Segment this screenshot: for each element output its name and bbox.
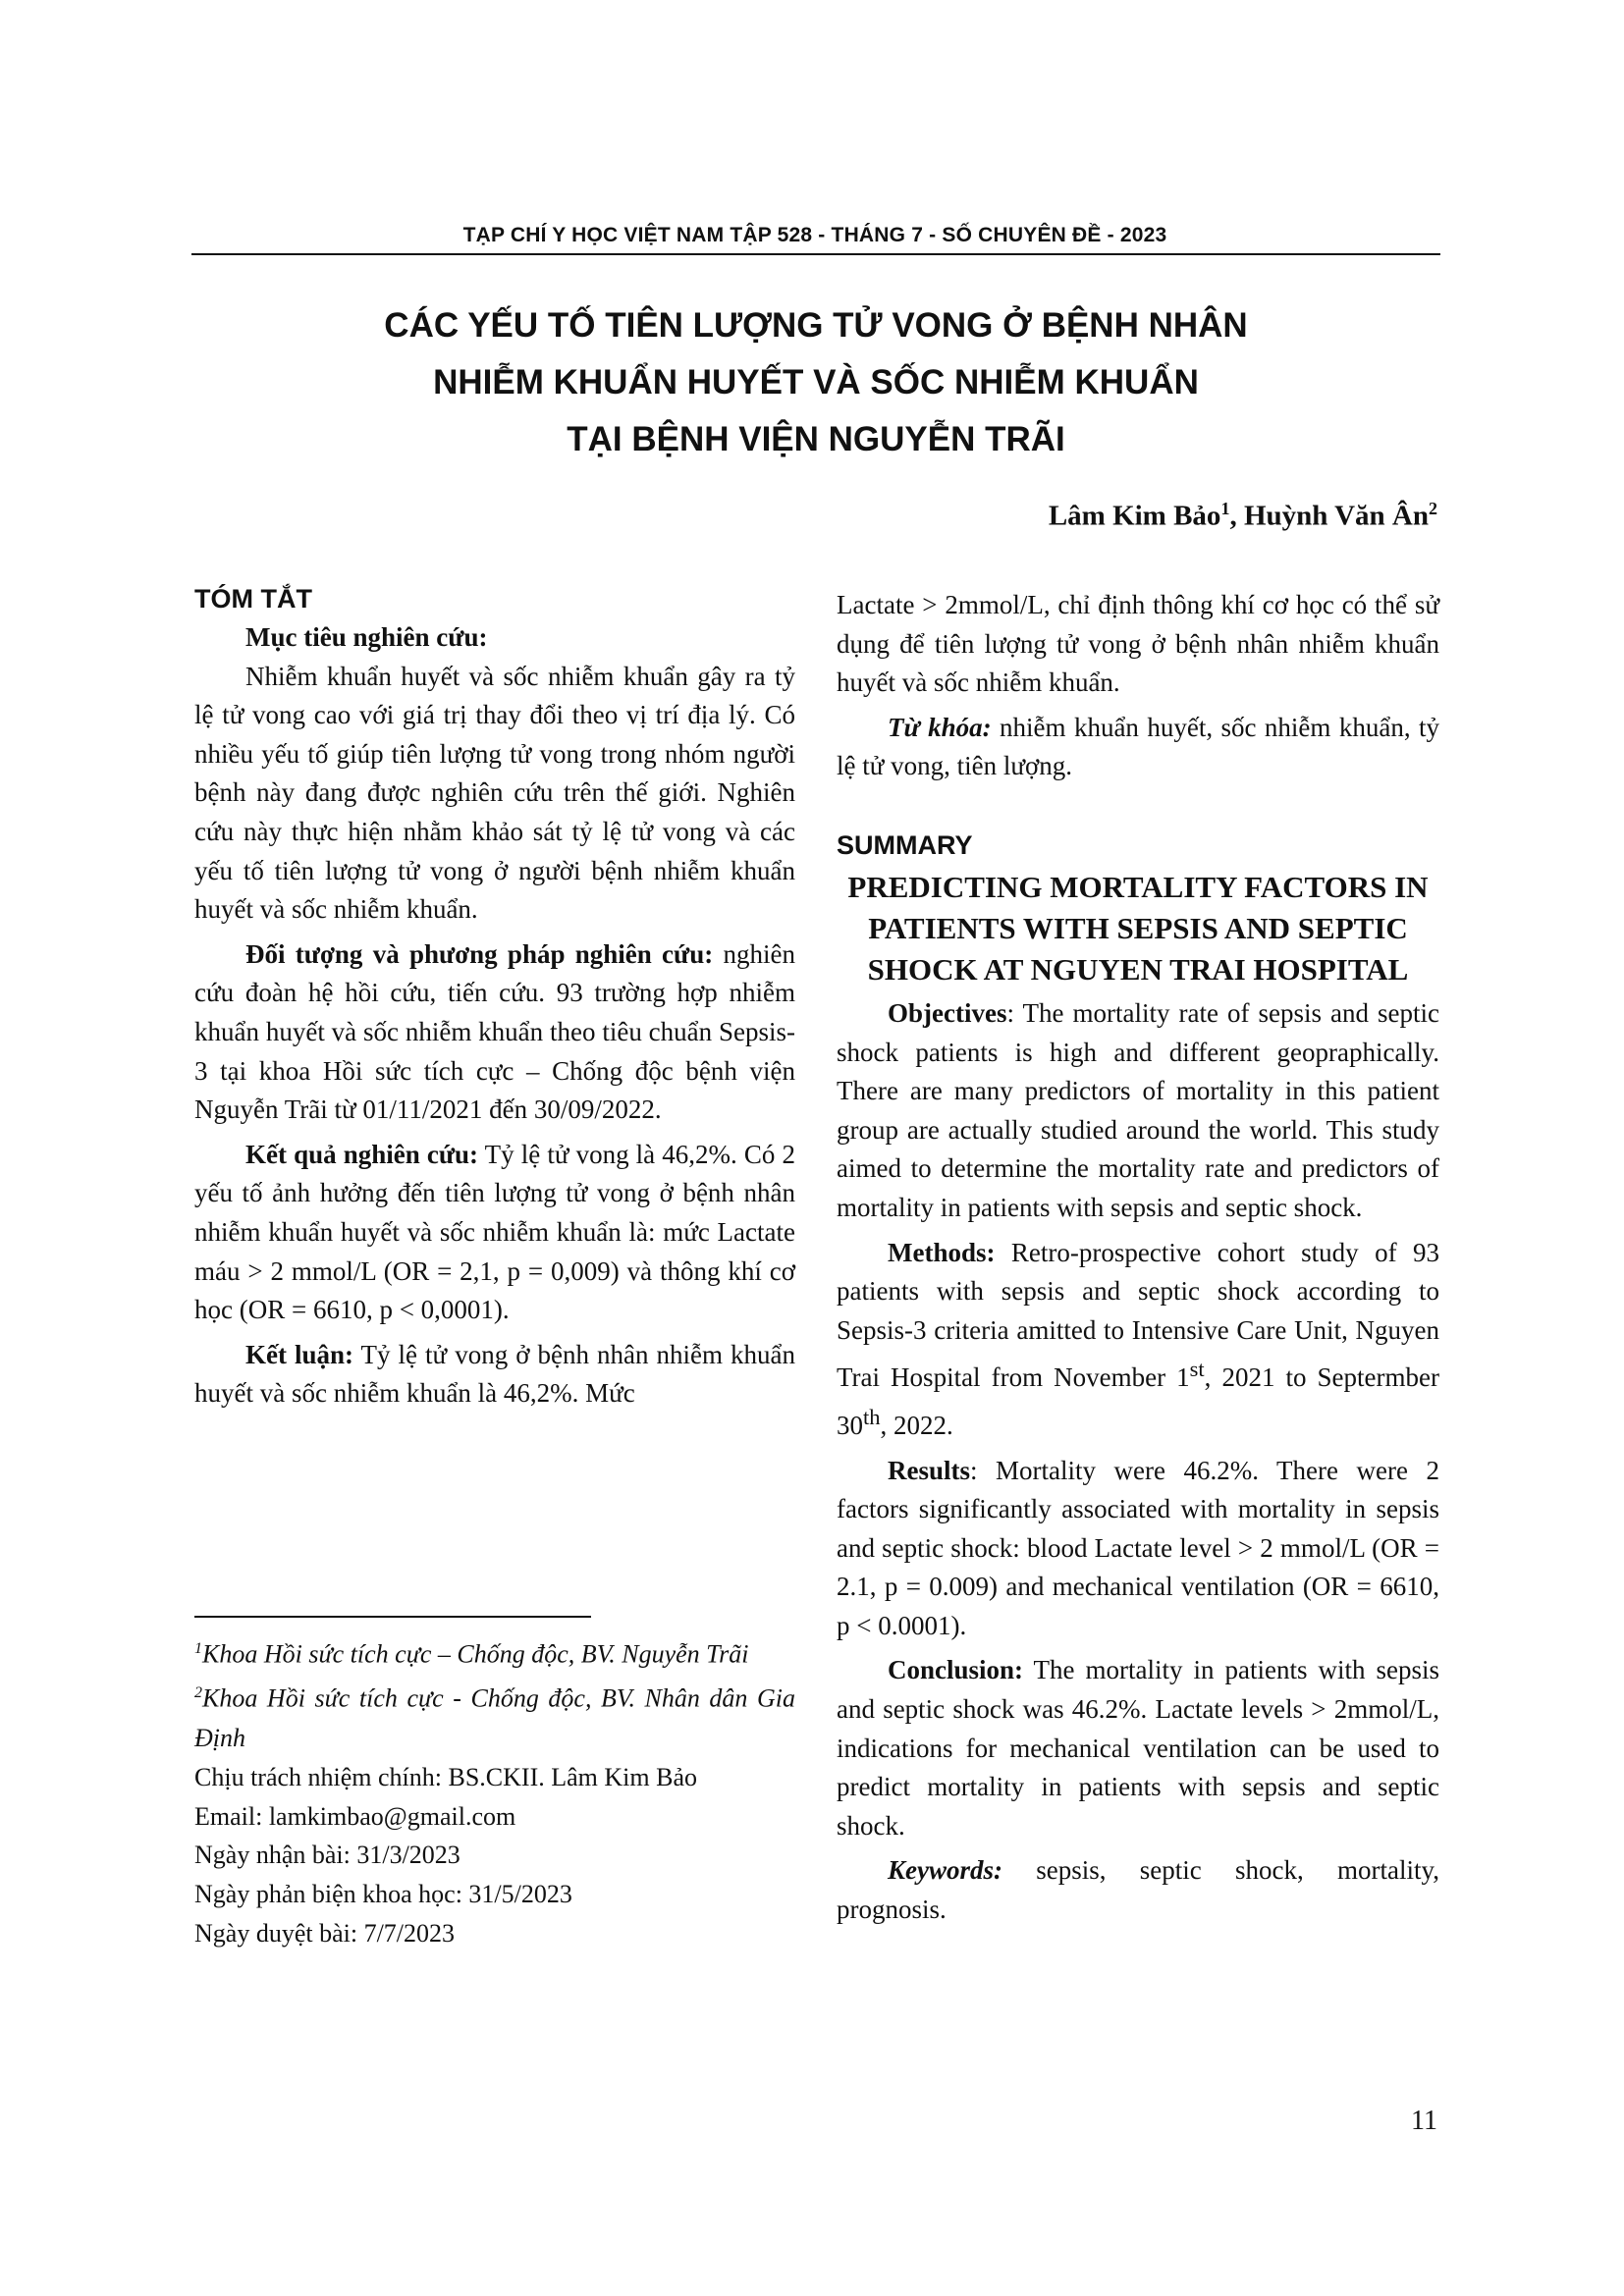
vn-methods-label: Đối tượng và phương pháp nghiên cứu: xyxy=(245,938,714,969)
en-methods-text-c: , 2022. xyxy=(880,1410,953,1440)
title-line-3: TẠI BỆNH VIỆN NGUYỄN TRÃI xyxy=(567,420,1065,458)
date-reviewed: Ngày phản biện khoa học: 31/5/2023 xyxy=(194,1880,572,1909)
author-2: Huỳnh Văn Ân xyxy=(1243,500,1429,532)
en-methods-text-a: Retro-prospective cohort study of 93 patients with sepsis and septic shock according to Sepsis-3 criteria amitted to Intensive Care Unit, Nguyen Trai Hospital from November 1 xyxy=(837,1237,1439,1393)
vn-methods-text: nghiên cứu đoàn hệ hồi cứu, tiến cứu. 93 trường hợp nhiễm khuẩn huyết và sốc nhiễm khuẩn theo tiêu chuẩn Sepsis-3 tại khoa Hồi sức tích cực – Chống độc bệnh viện Nguyễn Trãi từ 01/11/2021 đến 30/09/2022. xyxy=(194,938,795,1125)
en-methods-sup-2: th xyxy=(863,1404,881,1429)
running-header: TẠP CHÍ Y HỌC VIỆT NAM TẬP 528 - THÁNG 7 - SỐ CHUYÊN ĐỀ - 2023 xyxy=(462,224,1167,246)
date-received: Ngày nhận bài: 31/3/2023 xyxy=(194,1841,460,1870)
vn-conclusion-label: Kết luận: xyxy=(245,1339,354,1369)
contact-email: Email: lamkimbao@gmail.com xyxy=(194,1801,516,1831)
en-objectives-text: : The mortality rate of sepsis and septic shock patients is high and different geopraphically. There are many predictors of mortality in this patient group are actually studied around the world. This study aimed to determine the mortality rate and predictors of mortality in patients with sepsis and septic shock. xyxy=(837,997,1439,1222)
header-rule xyxy=(191,253,1440,255)
footnotes xyxy=(194,1629,795,1953)
en-keywords-text: sepsis, septic shock, mortality, prognosis. xyxy=(837,1855,1439,1925)
en-summary-title: PREDICTING MORTALITY FACTORS IN PATIENTS WITH SEPSIS AND SEPTIC SHOCK AT NGUYEN TRAI HOSPITAL xyxy=(847,869,1429,987)
vn-results-label: Kết quả nghiên cứu: xyxy=(245,1139,479,1169)
en-conclusion-paragraph xyxy=(837,1651,1439,1845)
en-methods-paragraph xyxy=(837,1234,1439,1446)
vn-keywords-paragraph xyxy=(837,709,1439,786)
author-1: Lâm Kim Bảo xyxy=(1048,500,1221,532)
vn-conclusion-paragraph xyxy=(194,1336,795,1414)
en-methods-text-b: , 2021 to Septermber 30 xyxy=(837,1362,1439,1440)
vn-results-paragraph xyxy=(194,1136,795,1330)
vn-keywords-label: Từ khóa: xyxy=(888,712,992,742)
vn-conclusion-text-2: Lactate > 2mmol/L, chỉ định thông khí cơ học có thể sử dụng để tiên lượng tử vong ở bệnh nhân nhiễm khuẩn huyết và sốc nhiễm khuẩn. xyxy=(837,590,1439,698)
vn-conclusion-text-1: Tỷ lệ tử vong ở bệnh nhân nhiễm khuẩn huyết và sốc nhiễm khuẩn là 46,2%. Mức xyxy=(194,1339,795,1409)
vn-results-text: Tỷ lệ tử vong là 46,2%. Có 2 yếu tố ảnh hưởng đến tiên lượng tử vong ở bệnh nhân nhiễm khuẩn huyết và sốc nhiễm khuẩn là: mức Lactate máu > 2 mmol/L (OR = 2,1, p = 0,009) và thông khí cơ học (OR = 6610, p < 0,0001). xyxy=(194,1139,795,1325)
date-approved: Ngày duyệt bài: 7/7/2023 xyxy=(194,1918,456,1948)
title-line-2: NHIỄM KHUẨN HUYẾT VÀ SỐC NHIỄM KHUẨN xyxy=(433,363,1199,401)
affiliation-2-marker: 2 xyxy=(194,1684,202,1702)
affiliation-2 xyxy=(194,1674,795,1757)
author-list xyxy=(1049,499,1437,533)
affiliation-1-marker: 1 xyxy=(194,1640,202,1657)
en-keywords-label: Keywords: xyxy=(888,1855,1002,1886)
footnote-rule xyxy=(194,1616,591,1618)
affiliation-1 xyxy=(194,1629,795,1674)
title-line-1: CÁC YẾU TỐ TIÊN LƯỢNG TỬ VONG Ở BỆNH NHÂN xyxy=(384,306,1248,345)
author-1-affiliation: 1 xyxy=(1220,499,1230,518)
en-keywords-paragraph xyxy=(837,1851,1439,1929)
article-title xyxy=(191,297,1440,468)
vn-keywords-text: nhiễm khuẩn huyết, sốc nhiễm khuẩn, tỷ lệ tử vong, tiên lượng. xyxy=(837,712,1439,781)
en-summary-heading: SUMMARY xyxy=(837,829,973,860)
en-results-text: : Mortality were 46.2%. There were 2 factors significantly associated with mortality in sepsis and septic shock: blood Lactate level > 2 mmol/L (OR = 2.1, p = 0.009) and mechanical ventilation (OR = 6610, p < 0.0001). xyxy=(837,1455,1439,1640)
left-column xyxy=(194,579,795,1414)
en-results-label: Results xyxy=(888,1455,971,1485)
vn-abstract-heading: TÓM TẮT xyxy=(194,584,312,614)
en-objectives-label: Objectives xyxy=(888,997,1007,1028)
author-2-affiliation: 2 xyxy=(1429,499,1437,518)
en-results-paragraph xyxy=(837,1452,1439,1646)
affiliation-1-text: Khoa Hồi sức tích cực – Chống độc, BV. Nguyễn Trãi xyxy=(202,1639,749,1669)
right-column xyxy=(837,586,1439,1930)
en-methods-sup-1: st xyxy=(1189,1357,1205,1382)
author-separator: , xyxy=(1229,500,1244,532)
en-conclusion-text: The mortality in patients with sepsis and septic shock was 46.2%. Lactate levels > 2mmol/L, indications for mechanical ventilation can be used to predict mortality in patients with sepsis and septic shock. xyxy=(837,1655,1439,1841)
responsible-author: Chịu trách nhiệm chính: BS.CKII. Lâm Kim Bảo xyxy=(194,1762,697,1791)
en-objectives-paragraph xyxy=(837,994,1439,1228)
vn-methods-paragraph xyxy=(194,935,795,1130)
affiliation-2-text: Khoa Hồi sức tích cực - Chống độc, BV. Nhân dân Gia Định xyxy=(194,1684,795,1752)
page-number: 11 xyxy=(1411,2106,1437,2136)
en-methods-label: Methods: xyxy=(888,1237,996,1267)
vn-objectives-text: Nhiễm khuẩn huyết và sốc nhiễm khuẩn gây ra tỷ lệ tử vong cao với giá trị thay đổi theo vị trí địa lý. Có nhiều yếu tố giúp tiên lượng tử vong trong nhóm người bệnh này đang được nghiên cứu trên thế giới. Nghiên cứu này thực hiện nhằm khảo sát tỷ lệ tử vong và các yếu tố tiên lượng tử vong ở người bệnh nhiễm khuẩn huyết và sốc nhiễm khuẩn. xyxy=(194,661,795,925)
en-conclusion-label: Conclusion: xyxy=(888,1655,1024,1685)
vn-objectives-label: Mục tiêu nghiên cứu: xyxy=(245,622,488,652)
